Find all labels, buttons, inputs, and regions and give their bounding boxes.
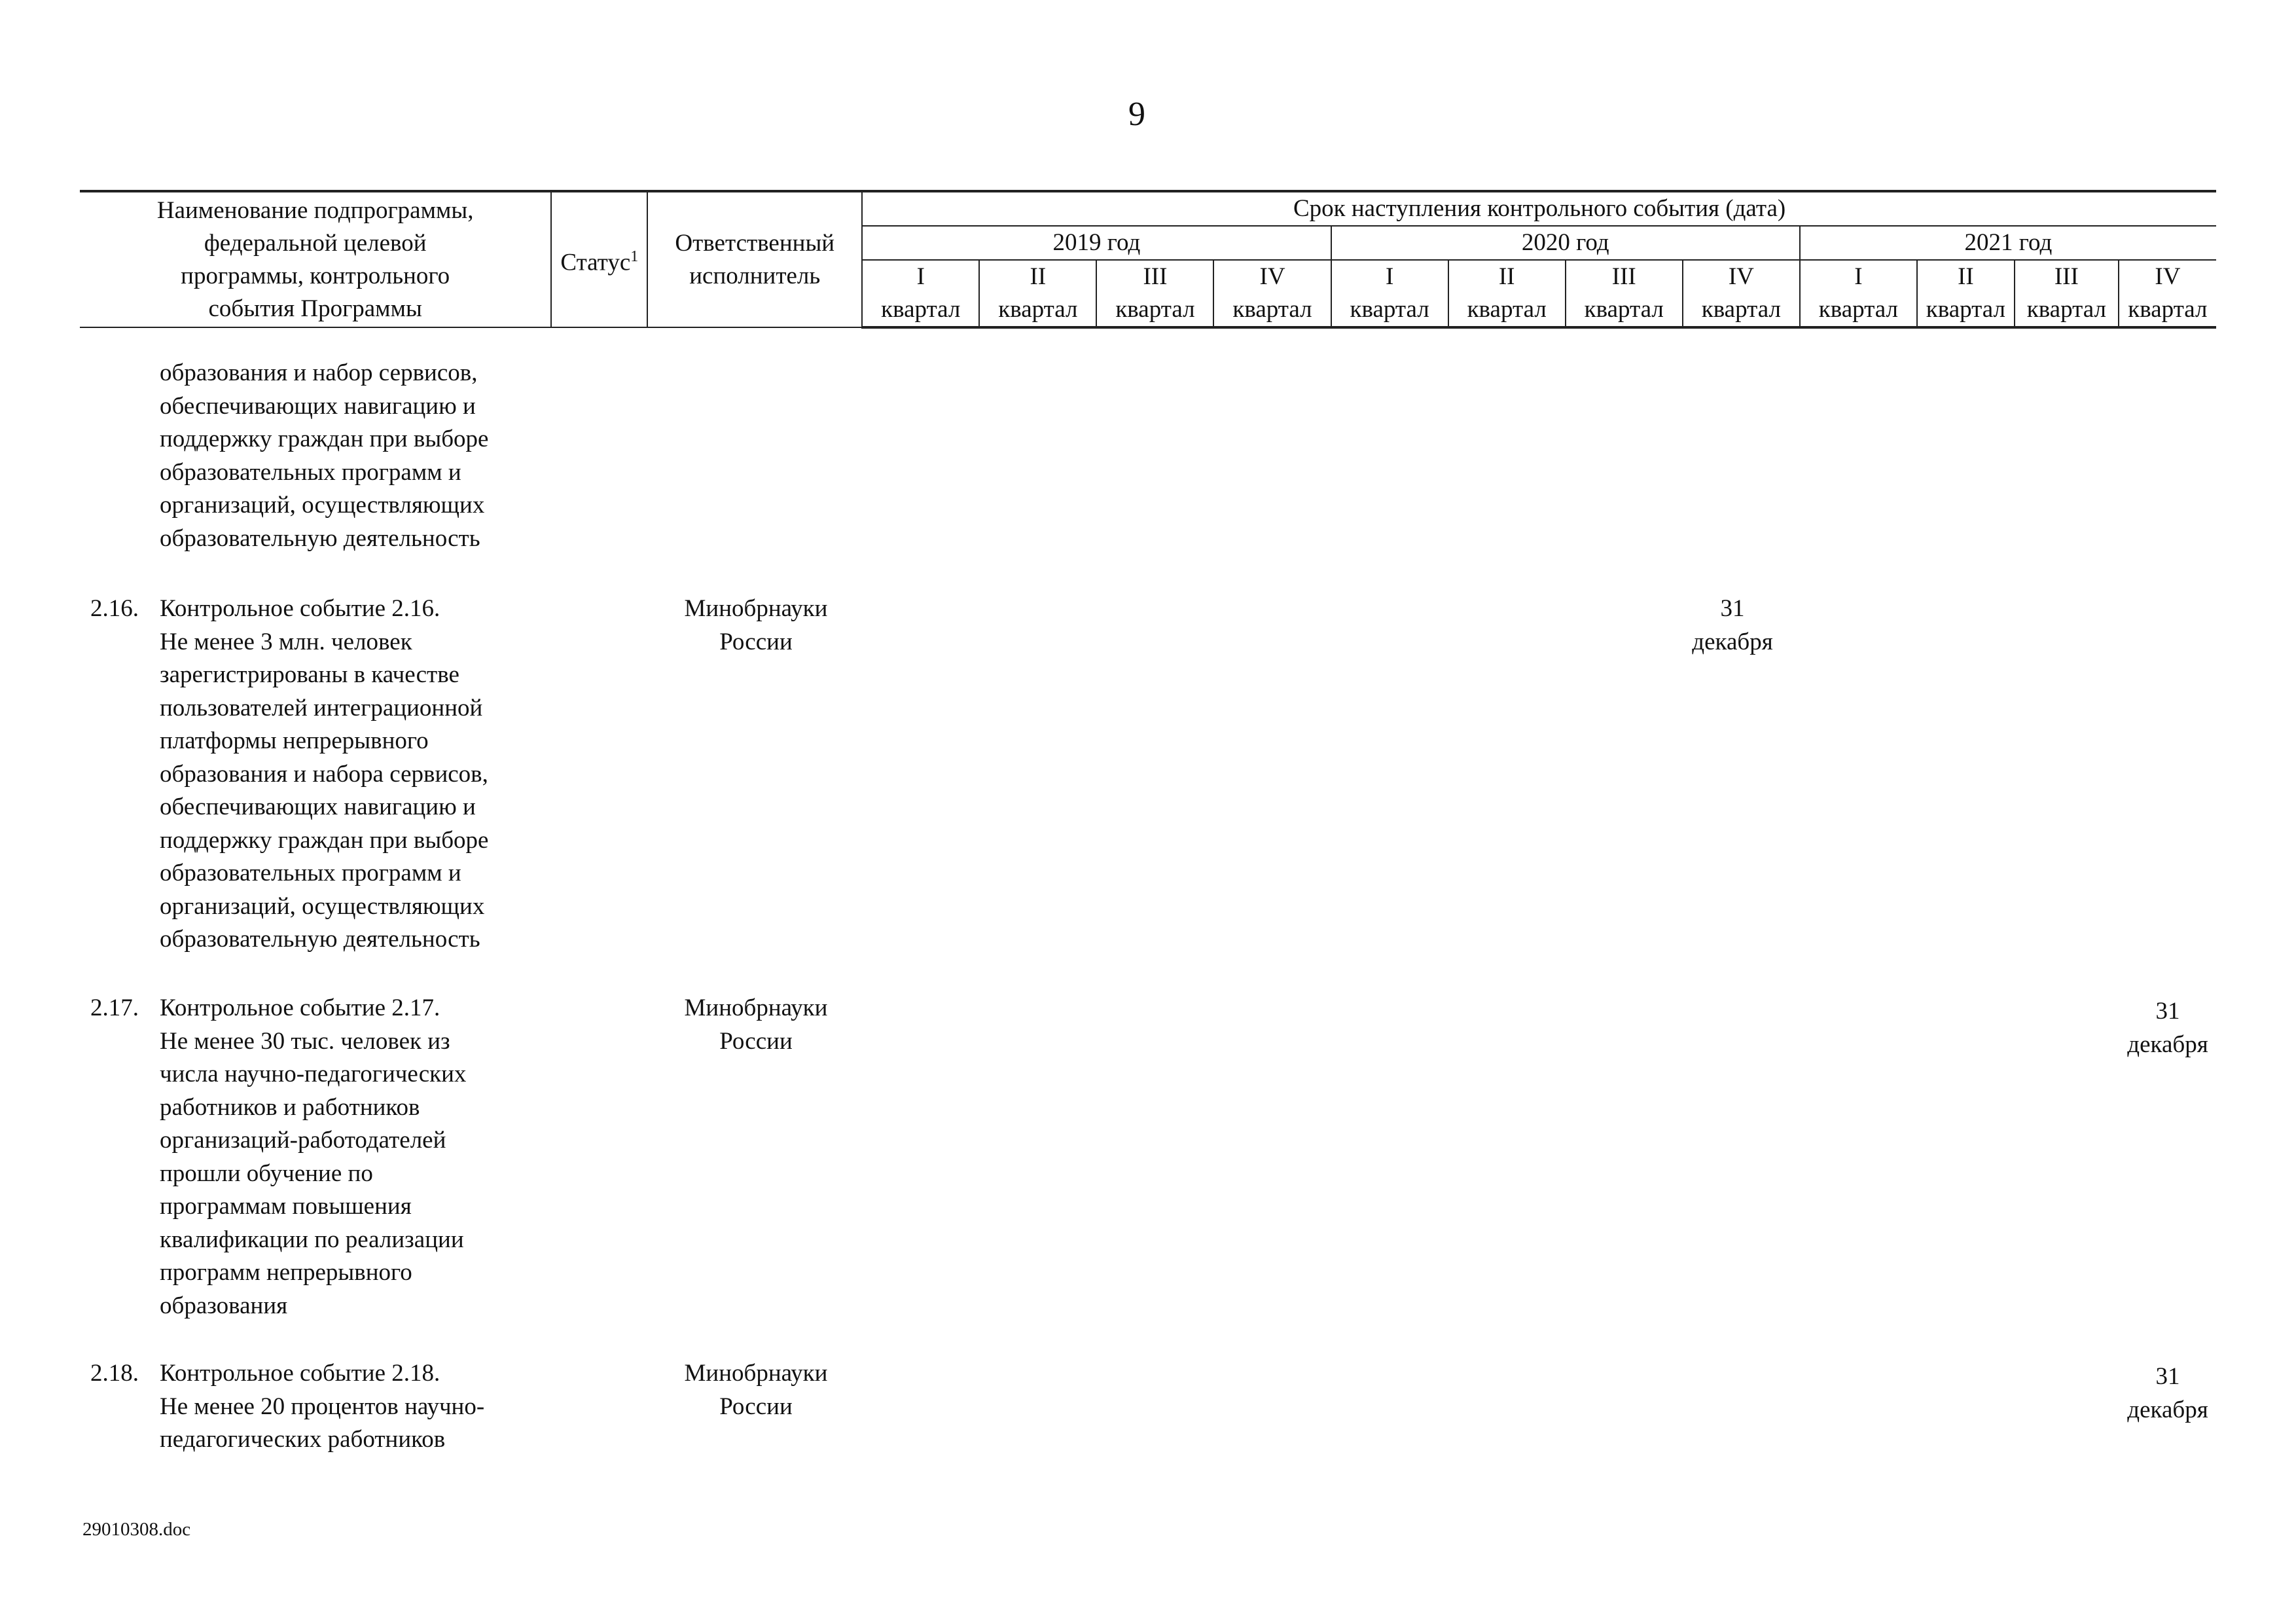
- event-line: Не менее 3 млн. человек: [160, 628, 412, 655]
- header-name-line: Наименование подпрограммы,: [156, 196, 474, 224]
- continuation-line: образования и набор сервисов,: [160, 359, 478, 386]
- continuation-line: обеспечивающих навигацию и: [160, 392, 476, 420]
- continuation-line: образовательных программ и: [160, 458, 461, 486]
- event-line: прошли обучение по: [160, 1159, 373, 1187]
- event-line: Не менее 20 процентов научно-: [160, 1393, 485, 1420]
- date-day: 31: [2155, 998, 2180, 1025]
- quarter-number: I: [916, 263, 925, 290]
- quarter-number: III: [1611, 263, 1636, 290]
- header-quarter: [1213, 260, 1331, 327]
- executor-line: России: [719, 628, 793, 655]
- quarter-word: квартал: [1232, 296, 1312, 323]
- event-line: Контрольное событие 2.18.: [160, 1360, 440, 1387]
- quarter-number: IV: [2155, 263, 2181, 290]
- header-quarter: [862, 260, 979, 327]
- executor-line: России: [719, 1393, 793, 1420]
- header-status-footnote: 1: [630, 247, 639, 265]
- quarter-number: II: [1030, 263, 1047, 290]
- page-number: 9: [1128, 96, 1145, 133]
- event-line: квалификации по реализации: [160, 1226, 464, 1253]
- quarter-word: квартал: [881, 296, 961, 323]
- executor-line: Минобрнауки: [684, 595, 828, 622]
- quarter-word: квартал: [2026, 296, 2106, 323]
- quarter-word: квартал: [1350, 296, 1429, 323]
- event-line: Не менее 30 тыс. человек из: [160, 1027, 450, 1055]
- event-description: [160, 992, 539, 1322]
- quarter-word: квартал: [2128, 296, 2208, 323]
- event-line: образования: [160, 1292, 288, 1319]
- event-line: работников и работников: [160, 1093, 420, 1121]
- header-quarter: [979, 260, 1096, 327]
- date-day: 31: [1720, 595, 1745, 622]
- continuation-text: [160, 357, 539, 555]
- header-year-2021: 2021 год: [1800, 226, 2216, 260]
- quarter-word: квартал: [1115, 296, 1195, 323]
- header-quarter: [1331, 260, 1448, 327]
- event-line: обеспечивающих навигацию и: [160, 793, 476, 820]
- event-number: 2.18.: [90, 1360, 139, 1387]
- event-line: образовательную деятельность: [160, 926, 480, 953]
- event-line: числа научно-педагогических: [160, 1061, 467, 1087]
- quarter-number: I: [1854, 263, 1863, 290]
- date-month: декабря: [2127, 1396, 2208, 1423]
- date-month: декабря: [1692, 628, 1773, 655]
- header-table: [80, 190, 2216, 329]
- quarter-number: III: [1143, 263, 1168, 290]
- quarter-number: I: [1385, 263, 1394, 290]
- quarter-number: II: [1498, 263, 1515, 290]
- header-status-cell: [551, 191, 647, 327]
- event-date: [2119, 1360, 2216, 1427]
- quarter-word: квартал: [1926, 296, 2006, 323]
- event-line: Контрольное событие 2.16.: [160, 595, 440, 622]
- event-line: педагогических работников: [160, 1426, 446, 1453]
- header-quarter: [1800, 260, 1917, 327]
- event-description: [160, 593, 539, 957]
- continuation-line: организаций, осуществляющих: [160, 492, 485, 519]
- footer-filename: 29010308.doc: [82, 1519, 191, 1540]
- event-line: программам повышения: [160, 1193, 412, 1220]
- event-line: образования и набора сервисов,: [160, 760, 488, 788]
- date-month: декабря: [2127, 1030, 2208, 1058]
- header-quarter: [1448, 260, 1566, 327]
- quarter-word: квартал: [998, 296, 1078, 323]
- event-line: Контрольное событие 2.17.: [160, 994, 440, 1021]
- event-line: пользователей интеграционной: [160, 694, 483, 721]
- event-date: [2119, 995, 2216, 1061]
- header-status: Статус: [560, 249, 631, 276]
- header-deadline-title: Срок наступления контрольного события (дата): [862, 191, 2216, 226]
- quarter-number: III: [2054, 263, 2079, 290]
- event-line: организаций, осуществляющих: [160, 892, 485, 920]
- header-executor-line: Ответственный: [675, 229, 835, 257]
- executor-line: Минобрнауки: [684, 1360, 828, 1387]
- event-executor: [648, 1357, 864, 1423]
- executor-line: Минобрнауки: [684, 994, 828, 1021]
- event-number: 2.16.: [90, 595, 139, 622]
- event-line: платформы непрерывного: [160, 727, 429, 754]
- event-line: поддержку граждан при выборе: [160, 826, 489, 854]
- event-executor: [648, 593, 864, 659]
- header-year-2019: 2019 год: [862, 226, 1331, 260]
- header-executor-cell: [647, 191, 862, 327]
- event-number: 2.17.: [90, 994, 139, 1021]
- event-line: организаций-работодателей: [160, 1127, 446, 1154]
- event-executor: [648, 992, 864, 1058]
- header-year-2020: 2020 год: [1331, 226, 1800, 260]
- header-name-line: программы, контрольного: [181, 262, 450, 289]
- header-quarter: [1917, 260, 2015, 327]
- executor-line: России: [719, 1027, 793, 1055]
- quarter-number: II: [1958, 263, 1974, 290]
- date-day: 31: [2155, 1363, 2180, 1390]
- quarter-word: квартал: [1701, 296, 1781, 323]
- header-quarter: [2119, 260, 2216, 327]
- quarter-word: квартал: [1818, 296, 1899, 323]
- event-description: [160, 1357, 539, 1457]
- header-quarter: [1683, 260, 1800, 327]
- header-name-line: федеральной целевой: [204, 229, 427, 257]
- event-date: [1674, 593, 1791, 659]
- quarter-word: квартал: [1467, 296, 1547, 323]
- header-executor-line: исполнитель: [689, 262, 821, 289]
- header-quarter: [2015, 260, 2119, 327]
- header-name-line: события Программы: [208, 295, 422, 322]
- continuation-line: поддержку граждан при выборе: [160, 426, 489, 452]
- header-quarter: [1096, 260, 1213, 327]
- quarter-word: квартал: [1584, 296, 1664, 323]
- quarter-number: IV: [1728, 263, 1754, 290]
- event-line: образовательных программ и: [160, 860, 461, 886]
- header-quarter: [1566, 260, 1683, 327]
- event-line: зарегистрированы в качестве: [160, 661, 459, 688]
- continuation-line: образовательную деятельность: [160, 524, 480, 552]
- quarter-number: IV: [1259, 263, 1285, 290]
- header-name-cell: [80, 191, 551, 327]
- event-line: программ непрерывного: [160, 1259, 412, 1286]
